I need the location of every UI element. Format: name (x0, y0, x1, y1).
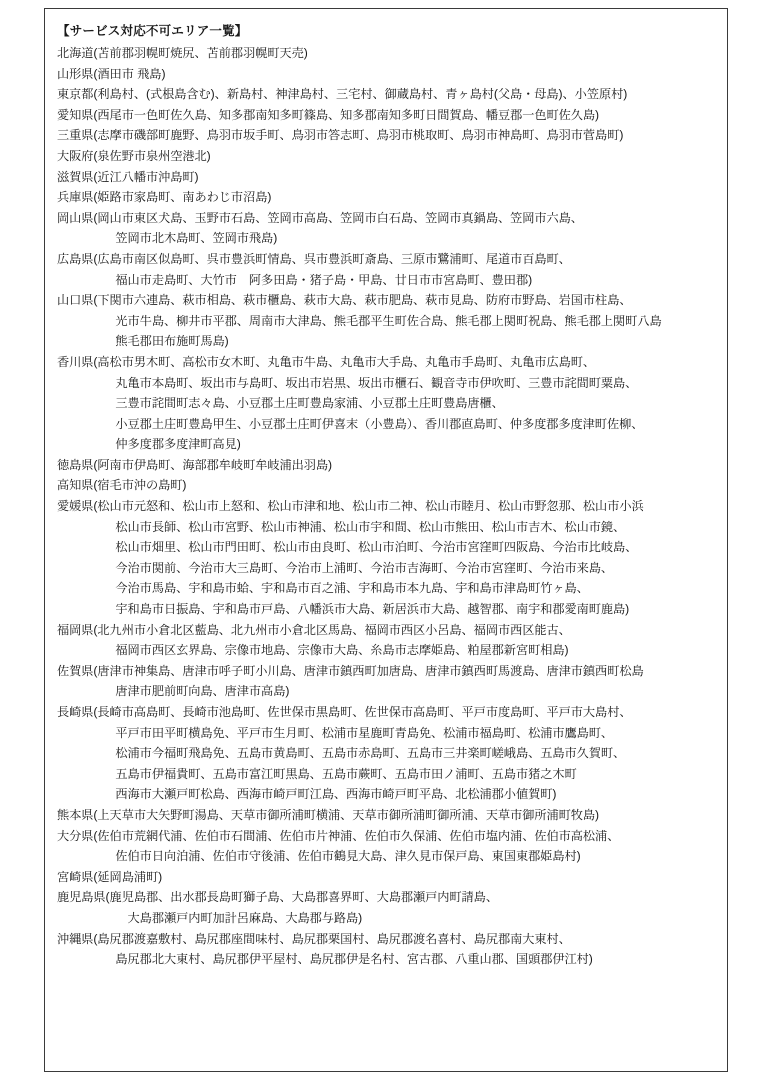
area-entry (55, 84, 717, 105)
area-entry-line-primary: 香川県(高松市男木町、高松市女木町、丸亀市牛島、丸亀市大手島、丸亀市手島町、丸亀市広島町、 (57, 354, 596, 369)
area-entry-line-primary: 山口県(下関市六連島、萩市相島、萩市櫃島、萩市大島、萩市肥島、萩市見島、防府市野島、岩国市柱島、 (57, 293, 632, 308)
area-entry-line-continuation: 平戸市田平町横島免、平戸市生月町、松浦市星鹿町青島免、松浦市福島町、松浦市鷹島町、 (79, 725, 614, 740)
area-entry (55, 125, 717, 146)
area-entry-line-primary: 東京都(利島村、(式根島含む)、新島村、神津島村、三宅村、御蔵島村、青ヶ島村(父島・母島)、小笠原村) (57, 87, 628, 102)
area-entry (55, 455, 717, 476)
area-entry (55, 475, 717, 496)
area-entry-line-continuation: 今治市馬島、宇和島市蛤、宇和島市百之浦、宇和島市本九島、宇和島市津島町竹ヶ島、 (79, 581, 589, 596)
area-entry-line-primary: 広島県(広島市南区似島町、呉市豊浜町情島、呉市豊浜町斎島、三原市鷺浦町、尾道市百島町、 (57, 251, 571, 266)
area-entry-line-primary: 福岡県(北九州市小倉北区藍島、北九州市小倉北区馬島、福岡市西区小呂島、福岡市西区能古、 (57, 622, 571, 637)
area-entry-line-primary: 長崎県(長崎市高島町、長崎市池島町、佐世保市黒島町、佐世保市高島町、平戸市度島町、平戸市大島村、 (57, 705, 632, 719)
area-entry (55, 805, 717, 826)
area-entry (55, 929, 717, 970)
area-entry-line-primary: 沖縄県(島尻郡渡嘉敷村、島尻郡座間味村、島尻郡栗国村、島尻郡渡名喜村、島尻郡南大東村、 (57, 931, 571, 946)
area-entry-line-continuation: 三豊市詫間町志々島、小豆郡土庄町豊島家浦、小豆郡土庄町豊島唐櫃、 (79, 396, 504, 411)
area-entry-line-primary: 佐賀県(唐津市神集島、唐津市呼子町小川島、唐津市鎮西町加唐島、唐津市鎮西町馬渡島、唐津市鎮西町松島 (57, 663, 644, 678)
area-entry-line-primary: 兵庫県(姫路市家島町、南あわじ市沼島) (57, 190, 272, 205)
area-entry-line-continuation: 佐伯市日向泊浦、佐伯市守後浦、佐伯市鶴見大島、津久見市保戸島、東国東郡姫島村) (79, 849, 581, 864)
area-entry-line-primary: 徳島県(阿南市伊島町、海部郡牟岐町牟岐浦出羽島) (57, 457, 333, 472)
area-entry-line-primary: 北海道(苫前郡羽幌町焼尻、苫前郡羽幌町天売) (57, 46, 308, 60)
area-entry-line-continuation: 西海市大瀬戸町松島、西海市崎戸町江島、西海市崎戸町平島、北松浦郡小値賀町) (79, 787, 557, 802)
area-entry-line-primary: 高知県(宿毛市沖の島町) (57, 478, 187, 493)
area-entry (55, 43, 717, 64)
area-entry-line-primary: 大分県(佐伯市荒網代浦、佐伯市石間浦、佐伯市片神浦、佐伯市久保浦、佐伯市塩内浦、佐伯市高松浦、 (57, 828, 620, 843)
area-entry-line-primary: 岡山県(岡山市東区犬島、玉野市石島、笠岡市高島、笠岡市白石島、笠岡市真鍋島、笠岡市六島、 (57, 210, 583, 225)
area-entry-line-continuation: 松浦市今福町飛島免、五島市黄島町、五島市赤島町、五島市三井楽町嵯峨島、五島市久賀町、 (79, 746, 626, 761)
area-entry (55, 64, 717, 85)
area-entry (55, 290, 717, 352)
area-entry (55, 867, 717, 888)
area-entry (55, 496, 717, 620)
area-entry-line-continuation: 島尻郡北大東村、島尻郡伊平屋村、島尻郡伊是名村、宮古郡、八重山郡、国頭郡伊江村) (79, 952, 593, 967)
area-entry (55, 146, 717, 167)
area-entry-line-primary: 鹿児島県(鹿児島郡、出水郡長島町獅子島、大島郡喜界町、大島郡瀬戸内町請島、 (57, 890, 498, 905)
area-entry-line-continuation: 福山市走島町、大竹市 阿多田島・猪子島・甲島、廿日市市宮島町、豊田郡) (79, 272, 533, 287)
area-entry (55, 887, 717, 928)
area-entry-line-continuation: 松山市長師、松山市宮野、松山市神浦、松山市宇和間、松山市熊田、松山市吉木、松山市鏡、 (79, 519, 626, 534)
area-entry (55, 620, 717, 661)
area-entry-line-continuation: 小豆郡土庄町豊島甲生、小豆郡土庄町伊喜末（小豊島）、香川郡直島町、仲多度郡多度津町佐柳、 (79, 416, 644, 431)
area-entry-line-primary: 三重県(志摩市磯部町鹿野、鳥羽市坂手町、鳥羽市答志町、鳥羽市桃取町、鳥羽市神島町、鳥羽市菅島町) (57, 128, 624, 143)
area-entry (55, 208, 717, 249)
area-entry (55, 187, 717, 208)
area-entry (55, 167, 717, 188)
area-entry-line-continuation: 仲多度郡多度津町高見) (79, 437, 241, 452)
area-entry-line-primary: 愛媛県(松山市元怒和、松山市上怒和、松山市津和地、松山市二神、松山市睦月、松山市野忽那、松山市小浜 (57, 499, 644, 514)
area-entry-line-continuation: 丸亀市本島町、坂出市与島町、坂出市岩黒、坂出市櫃石、観音寺市伊吹町、三豊市詫間町粟島、 (79, 375, 638, 390)
area-entry-line-continuation: 大島郡瀬戸内町加計呂麻島、大島郡与路島) (79, 910, 363, 925)
area-entry-line-continuation: 五島市伊福貴町、五島市富江町黒島、五島市蕨町、五島市田ノ浦町、五島市猪之木町 (79, 766, 577, 781)
area-entry-line-primary: 滋賀県(近江八幡市沖島町) (57, 169, 199, 184)
area-entry-line-continuation: 松山市畑里、松山市門田町、松山市由良町、松山市泊町、今治市宮窪町四阪島、今治市比岐島、 (79, 540, 638, 555)
area-entry-line-continuation: 福岡市西区玄界島、宗像市地島、宗像市大島、糸島市志摩姫島、粕屋郡新宮町相島) (79, 643, 569, 658)
area-entry-line-primary: 大阪府(泉佐野市泉州空港北) (57, 148, 211, 163)
area-entry-line-continuation: 光市牛島、柳井市平郡、周南市大津島、熊毛郡平生町佐合島、熊毛郡上関町祝島、熊毛郡上関町八島 (79, 313, 662, 328)
area-entry-line-primary: 宮崎県(延岡島浦町) (57, 869, 163, 884)
area-entry-line-continuation: 今治市関前、今治市大三島町、今治市上浦町、今治市吉海町、今治市宮窪町、今治市来島、 (79, 560, 614, 575)
document-frame (44, 8, 728, 1072)
area-entry-line-primary: 愛知県(西尾市一色町佐久島、知多郡南知多町篠島、知多郡南知多町日間賀島、幡豆郡一色町佐久島) (57, 107, 600, 122)
area-entry (55, 352, 717, 455)
area-entry (55, 702, 717, 805)
page-title: 【サービス対応不可エリア一覧】 (57, 24, 248, 38)
area-entry-line-continuation: 笠岡市北木島町、笠岡市飛島) (79, 231, 278, 246)
area-entry (55, 105, 717, 126)
area-entry (55, 249, 717, 290)
area-entry-line-continuation: 熊毛郡田布施町馬島) (79, 334, 229, 349)
area-list (55, 43, 717, 970)
area-entry-line-continuation: 唐津市肥前町向島、唐津市高島) (79, 684, 290, 699)
area-entry (55, 661, 717, 702)
area-entry-line-continuation: 宇和島市日振島、宇和島市戸島、八幡浜市大島、新居浜市大島、越智郡、南宇和郡愛南町鹿島) (79, 602, 630, 617)
area-entry (55, 826, 717, 867)
area-entry-line-primary: 熊本県(上天草市大矢野町湯島、天草市御所浦町横浦、天草市御所浦町御所浦、天草市御所浦町牧島) (57, 807, 600, 822)
area-entry-line-primary: 山形県(酒田市 飛島) (57, 66, 166, 81)
